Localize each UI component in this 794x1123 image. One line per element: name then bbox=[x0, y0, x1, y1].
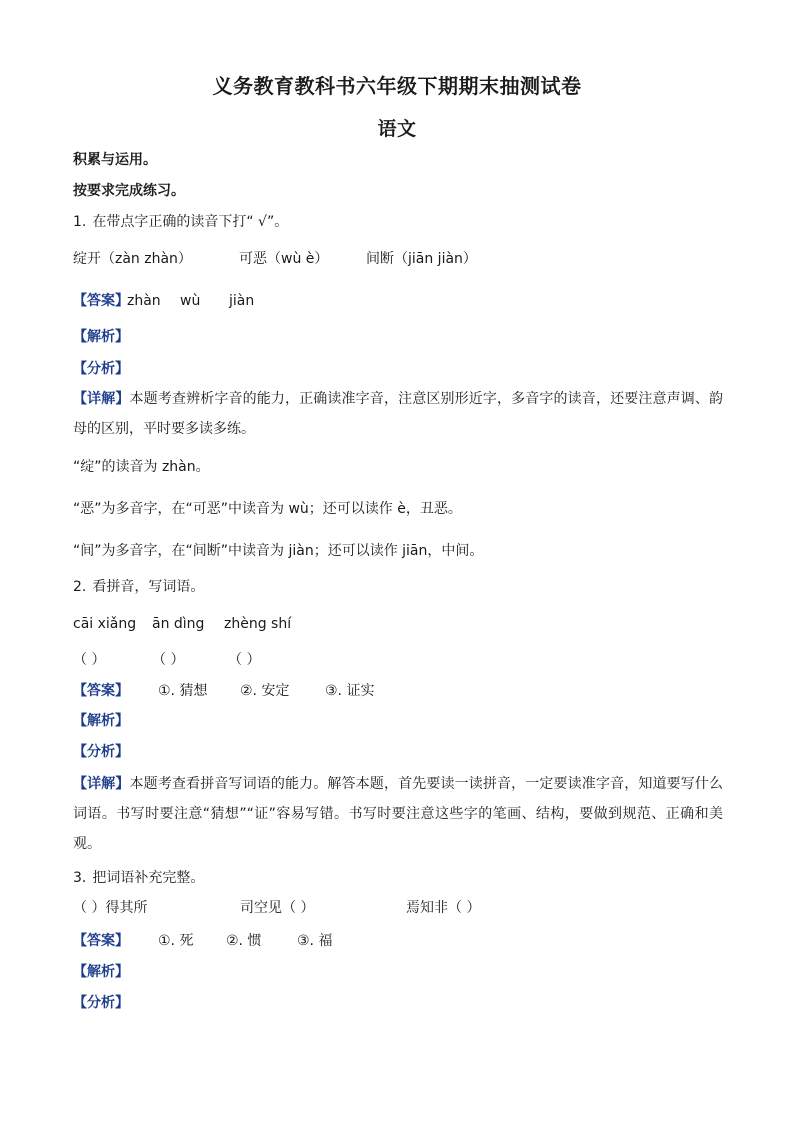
q1-note-3: “间”为多音字，在“间断”中读音为 jiàn；还可以读作 jiān，中间。 bbox=[73, 543, 484, 559]
q1-answer-3: jiàn bbox=[229, 293, 255, 309]
detail-tag: 【详解】 bbox=[73, 776, 130, 792]
q1-note-2: “恶”为多音字，在“可恶”中读音为 wù；还可以读作 è，丑恶。 bbox=[73, 501, 462, 517]
q3-answer-tag: 【答案】 bbox=[73, 933, 129, 949]
q2-stem bbox=[73, 578, 204, 596]
q1-answer-row bbox=[73, 292, 129, 310]
q2-blank-3: （ ） bbox=[228, 652, 261, 668]
exam-title: 义务教育教科书六年级下期期末抽测试卷 bbox=[212, 74, 582, 98]
q2-answer-tag: 【答案】 bbox=[73, 683, 129, 699]
q2-pinyin-2: ān dìng bbox=[152, 616, 205, 632]
q1-detail-text: 本题考查辨析字音的能力，正确读准字音，注意区别形近字，多音字的读音，还要注意声调、韵母的区别，平时要多读多练。 bbox=[73, 391, 724, 437]
exam-subject: 语文 bbox=[377, 118, 417, 140]
q3-answer-2: ②. 惯 bbox=[226, 933, 262, 949]
q2-answer-3: ③. 证实 bbox=[325, 683, 375, 699]
q1-stem-text: 在带点字正确的读音下打“ √”。 bbox=[92, 214, 289, 230]
q1-option-2: 可恶（wù è） bbox=[239, 251, 329, 267]
q3-fenxi-tag: 【分析】 bbox=[73, 995, 129, 1011]
q1-answer-2: wù bbox=[180, 293, 201, 309]
detail-tag: 【详解】 bbox=[73, 391, 130, 407]
q3-answer-3: ③. 福 bbox=[297, 933, 333, 949]
q2-detail-text: 本题考查看拼音写词语的能力。解答本题，首先要读一读拼音，一定要读准字音，知道要写什么词语。书写时要注意“猜想”“证”容易写错。书写时要注意这些字的笔画、结构，要做到规范、正确和美观。 bbox=[73, 776, 724, 852]
q3-answer-1: ①. 死 bbox=[158, 933, 194, 949]
q2-pinyin-1: cāi xiǎng bbox=[73, 616, 137, 632]
q2-fenxi-tag: 【分析】 bbox=[73, 744, 129, 760]
q2-answer-2: ②. 安定 bbox=[240, 683, 290, 699]
section-instruction: 按要求完成练习。 bbox=[73, 183, 185, 199]
q2-detail bbox=[73, 769, 723, 859]
q1-analysis-tag: 【解析】 bbox=[73, 329, 129, 345]
answer-tag: 【答案】 bbox=[73, 293, 129, 309]
q2-pinyin-3: zhèng shí bbox=[224, 616, 292, 632]
q2-stem-text: 看拼音，写词语。 bbox=[92, 579, 205, 595]
section-heading: 积累与运用。 bbox=[73, 152, 157, 168]
q3-analysis-tag: 【解析】 bbox=[73, 964, 129, 980]
q2-analysis-tag: 【解析】 bbox=[73, 713, 129, 729]
q1-number: 1. bbox=[73, 214, 87, 230]
q1-fenxi-tag: 【分析】 bbox=[73, 361, 129, 377]
q2-blank-1: （ ） bbox=[73, 652, 106, 668]
q3-item-3: 焉知非（ ） bbox=[406, 900, 481, 916]
q3-item-2: 司空见（ ） bbox=[240, 900, 315, 916]
q2-answer-1: ①. 猜想 bbox=[158, 683, 208, 699]
q1-option-3: 间断（jiān jiàn） bbox=[366, 251, 477, 267]
q1-answer-1: zhàn bbox=[127, 293, 161, 309]
q2-blank-2: （ ） bbox=[152, 652, 185, 668]
q1-stem bbox=[73, 213, 288, 231]
q3-stem-text: 把词语补充完整。 bbox=[92, 870, 205, 886]
q1-option-1: 绽开（zàn zhàn） bbox=[73, 251, 192, 267]
q1-detail bbox=[73, 384, 723, 444]
q2-number: 2. bbox=[73, 579, 87, 595]
q3-stem bbox=[73, 869, 204, 887]
q3-number: 3. bbox=[73, 870, 87, 886]
q1-note-1: “绽”的读音为 zhàn。 bbox=[73, 459, 210, 475]
q3-item-1: （ ）得其所 bbox=[73, 900, 148, 916]
